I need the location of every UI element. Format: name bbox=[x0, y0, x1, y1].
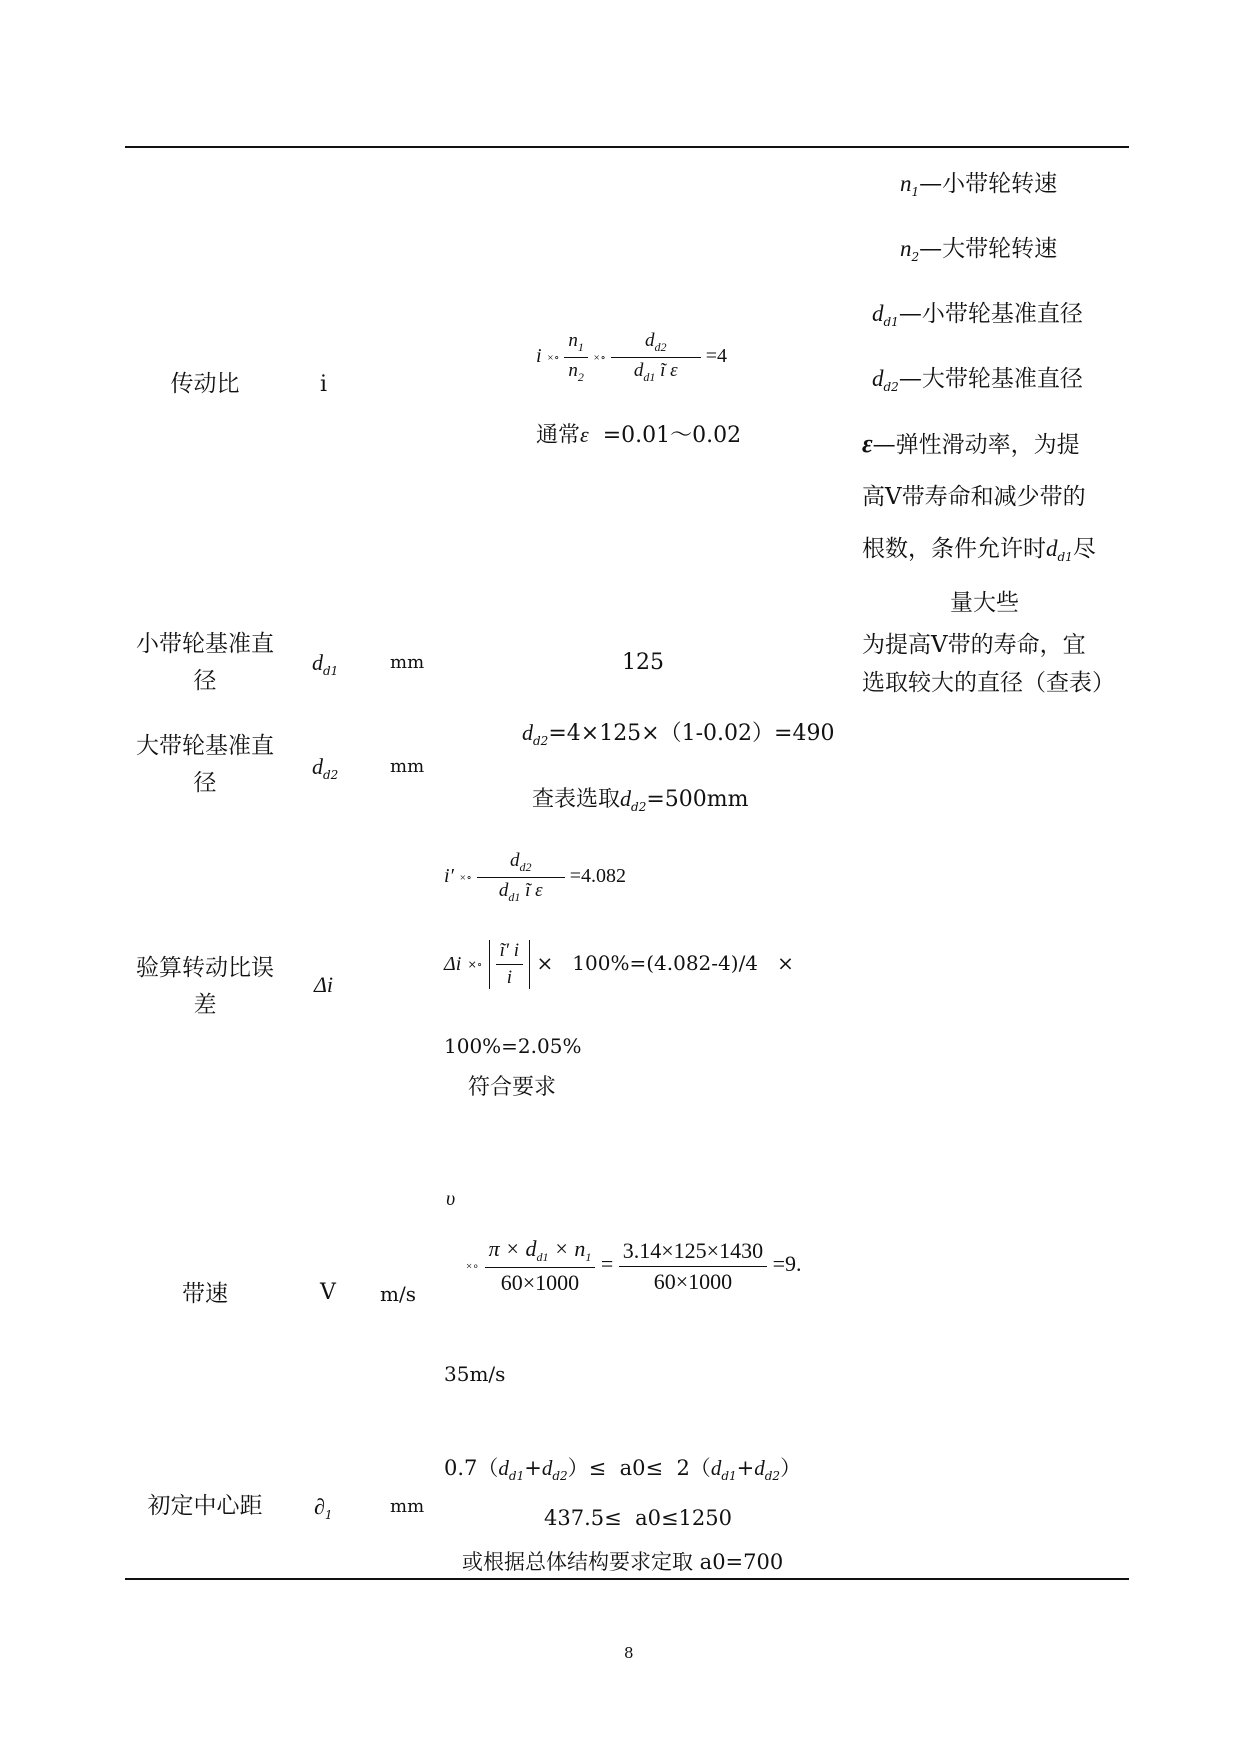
row-unit-belt-speed: m/s bbox=[380, 1282, 416, 1306]
row-symbol-large-pulley: $d_{d2}$ bbox=[312, 754, 339, 782]
small-pulley-value: 125 bbox=[622, 650, 664, 675]
note-dd1: $d_{d1}—$小带轮基准直径 bbox=[872, 301, 1083, 329]
page-number: 8 bbox=[624, 1644, 634, 1662]
row-symbol-check-ratio: Δi bbox=[314, 972, 334, 997]
row-symbol-belt-speed: V bbox=[320, 1280, 336, 1305]
ratio-n-fraction: $\frac{n_1}{n_2}$ bbox=[564, 330, 588, 385]
note-epsilon-line2: 高V带寿命和减少带的 bbox=[862, 484, 1086, 510]
table-top-rule bbox=[125, 146, 1129, 148]
belt-speed-v-symbol: υ bbox=[446, 1188, 456, 1210]
row-unit-large-pulley: mm bbox=[390, 756, 425, 777]
ratio-glyph-1: ×∘ bbox=[546, 352, 560, 364]
note-epsilon-line1: ε—弹性滑动率，为提 bbox=[862, 429, 1080, 458]
note-n1: $n_1—$小带轮转速 bbox=[900, 171, 1058, 199]
note-epsilon-line3: 根数，条件允许时$d_{d1}$尽 bbox=[862, 536, 1096, 564]
row-label-large-pulley: 大带轮基准直径 bbox=[136, 733, 274, 796]
row-symbol-transmission-ratio: i bbox=[320, 372, 328, 397]
row-label-belt-speed: 带速 bbox=[182, 1281, 228, 1307]
ratio-d-fraction: $\frac{d_{d2}}{d_{d1} ĩ \varepsilon}$ bbox=[611, 330, 701, 385]
row-label-center-distance: 初定中心距 bbox=[147, 1493, 263, 1519]
iprime-formula: i′ ×∘ $\frac{d_{d2}}{d_{d1} ĩ \varepsilon}$ =4.082 bbox=[444, 850, 627, 904]
center-distance-line2: 437.5≤ a0≤1250 bbox=[544, 1506, 732, 1530]
row-unit-center-distance: mm bbox=[390, 1496, 425, 1517]
row-label-small-pulley: 小带轮基准直径 bbox=[136, 631, 274, 694]
center-distance-line1: $0.7(d_{d1}+d_{d2})\le a0\le 2(d_{d1}+d_{d2})$ bbox=[444, 1456, 802, 1483]
center-distance-line3: 或根据总体结构要求定取 a0=700 bbox=[462, 1550, 784, 1574]
delta-i-formula: Δi ×∘ $\frac{ĩ' i}{i}$ × 100%=(4.082-4)/4 × bbox=[444, 940, 794, 988]
large-pulley-calc: $d_{d2}=4\times 125\times(1-0.02)=490$ bbox=[522, 720, 835, 748]
large-pulley-select: 查表选取$d_{d2}=500mm$ bbox=[532, 786, 749, 814]
row-label-transmission-ratio: 传动比 bbox=[170, 371, 240, 397]
note-dd2: $d_{d2}—$大带轮基准直径 bbox=[872, 366, 1083, 394]
table-bottom-rule bbox=[125, 1578, 1129, 1580]
row-label-check-ratio: 验算转动比误差 bbox=[136, 955, 274, 1018]
belt-speed-formula: ×∘ $\frac{\pi \times d_{d1} \times n_1}{60\times 1000}$ = $\frac{3.14\times 125\times 1430}{60\times 1000}$ =9. bbox=[466, 1236, 802, 1295]
note-epsilon-line4: 量大些 bbox=[950, 590, 1019, 616]
row-unit-small-pulley: mm bbox=[390, 652, 425, 673]
ratio-result: =4 bbox=[705, 345, 727, 368]
delta-i-continued: 100%=2.05% bbox=[444, 1034, 582, 1058]
note-n2: $n_2—$大带轮转速 bbox=[900, 236, 1058, 264]
ratio-lhs: i bbox=[536, 345, 542, 368]
small-pulley-note-2: 选取较大的直径（查表） bbox=[862, 670, 1115, 696]
ratio-usual-range: 通常ε =0.01～0.02 bbox=[536, 422, 742, 448]
ratio-formula bbox=[536, 330, 727, 385]
row-symbol-center-distance: $\partial_1$ bbox=[314, 1494, 333, 1522]
check-ratio-conclusion: 符合要求 bbox=[468, 1075, 557, 1100]
ratio-glyph-2: ×∘ bbox=[592, 352, 606, 364]
small-pulley-note-1: 为提高V带的寿命，宜 bbox=[862, 632, 1086, 658]
row-symbol-small-pulley: $d_{d1}$ bbox=[312, 650, 339, 678]
belt-speed-result-continued: 35m/s bbox=[444, 1362, 506, 1386]
